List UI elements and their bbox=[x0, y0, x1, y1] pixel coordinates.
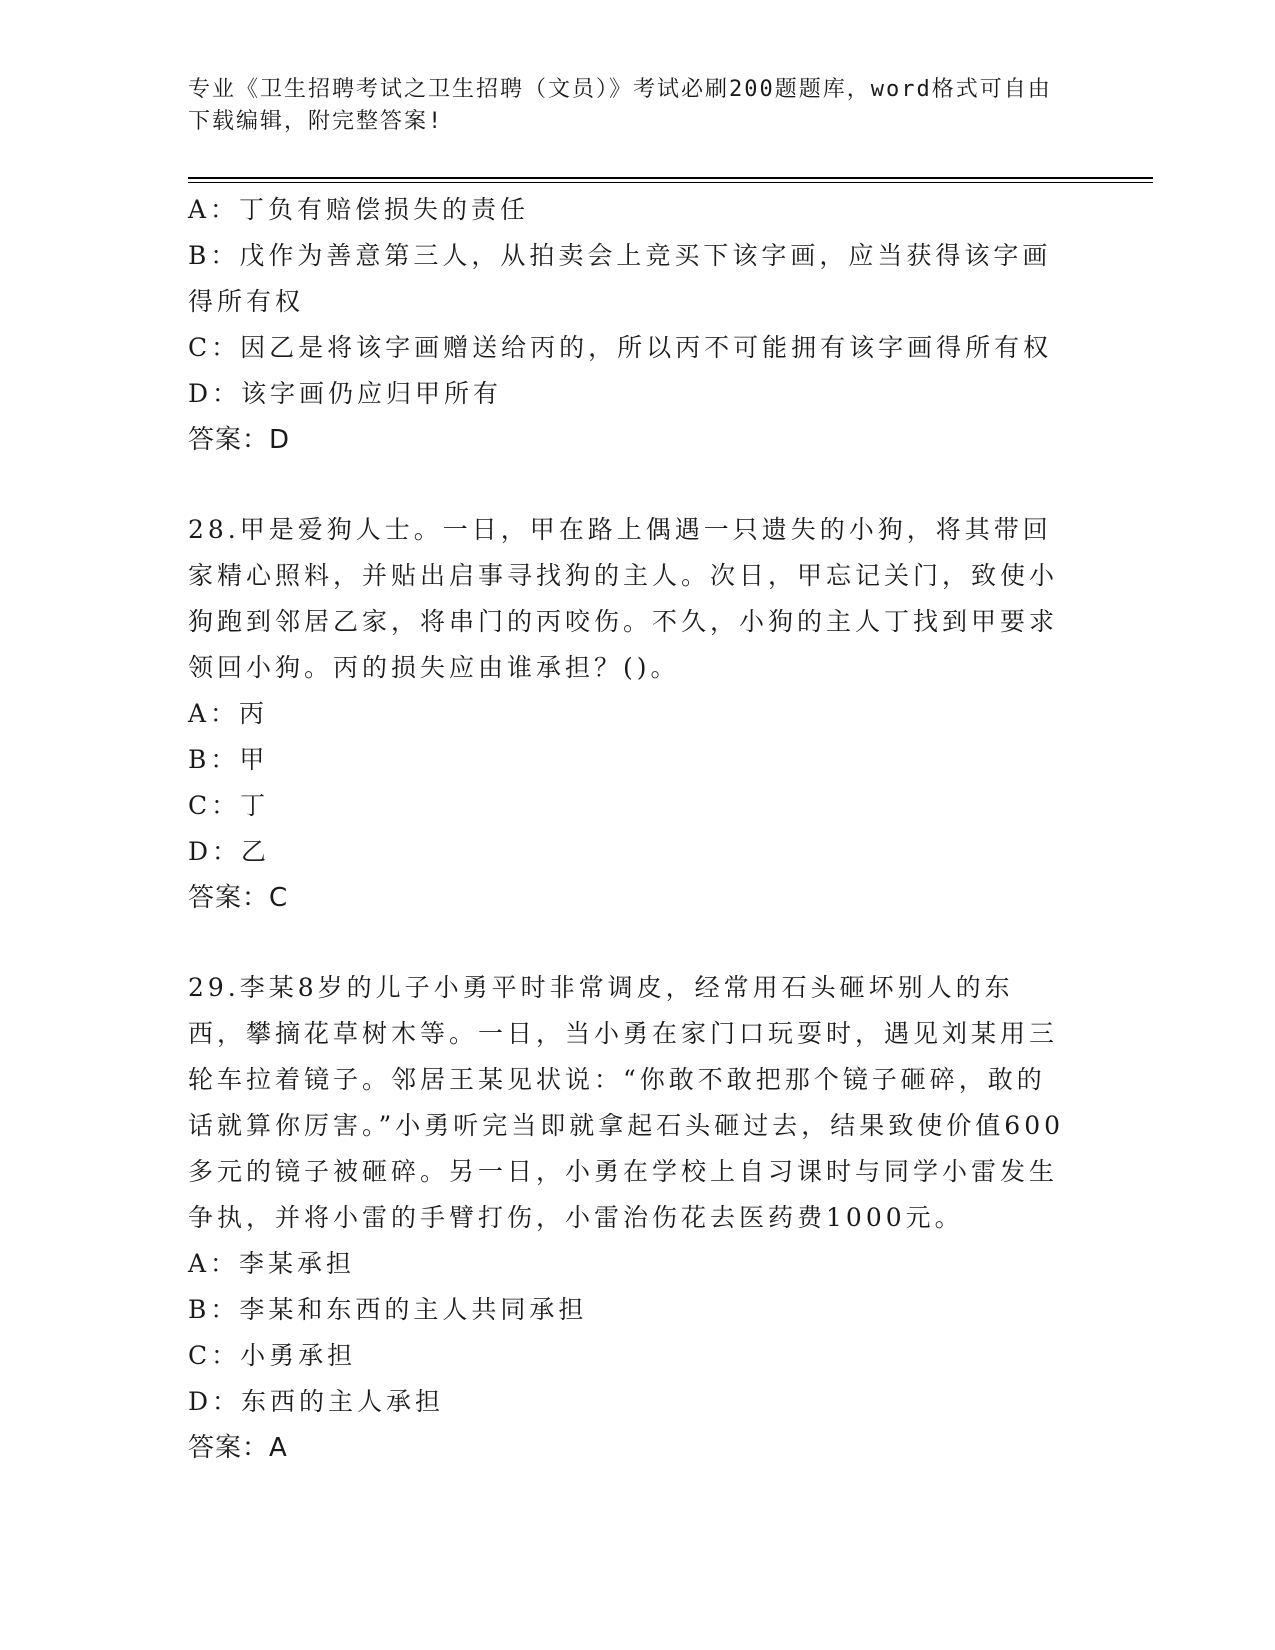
question-29 bbox=[188, 965, 1068, 1471]
option-a: A：丙 bbox=[188, 699, 269, 728]
answer-label: 答案：A bbox=[188, 1433, 288, 1463]
option-c: C：丁 bbox=[188, 791, 270, 820]
answer-label: 答案：C bbox=[188, 883, 289, 913]
option-d: D：乙 bbox=[188, 837, 271, 866]
option-b: B：甲 bbox=[188, 745, 269, 774]
option-d: D：该字画仍应归甲所有 bbox=[188, 379, 503, 408]
option-b: B：戊作为善意第三人，从拍卖会上竞买下该字画，应当获得该字画得所有权 bbox=[188, 241, 1052, 316]
header-rule-thin bbox=[188, 182, 1153, 183]
question-28 bbox=[188, 507, 1068, 921]
option-b: B：李某和东西的主人共同承担 bbox=[188, 1295, 588, 1324]
header-rule-thick bbox=[188, 177, 1153, 179]
question-content bbox=[188, 187, 1068, 1471]
document-header: 专业《卫生招聘考试之卫生招聘（文员）》考试必刷200题题库，word格式可自由下载编辑，附完整答案! bbox=[188, 77, 1052, 134]
question-27 bbox=[188, 187, 1068, 463]
option-c: C：因乙是将该字画赠送给丙的，所以丙不可能拥有该字画得所有权 bbox=[188, 333, 1053, 362]
option-a: A：李某承担 bbox=[188, 1249, 356, 1278]
question-stem: 28.甲是爱狗人士。一日，甲在路上偶遇一只遗失的小狗，将其带回家精心照料，并贴出启事寻找狗的主人。次日，甲忘记关门，致使小狗跑到邻居乙家，将串门的丙咬伤。不久，小狗的主人丁找到甲要求领回小狗。丙的损失应由谁承担？()。 bbox=[188, 515, 1059, 682]
option-a: A：丁负有赔偿损失的责任 bbox=[188, 195, 530, 224]
option-d: D：东西的主人承担 bbox=[188, 1387, 445, 1416]
answer-label: 答案：D bbox=[188, 425, 291, 455]
option-c: C：小勇承担 bbox=[188, 1341, 357, 1370]
spacer bbox=[188, 463, 1068, 507]
spacer bbox=[188, 921, 1068, 965]
question-stem: 29.李某8岁的儿子小勇平时非常调皮，经常用石头砸坏别人的东西，攀摘花草树木等。一日，当小勇在家门口玩耍时，遇见刘某用三轮车拉着镜子。邻居王某见状说：“你敢不敢把那个镜子砸碎，敢的话就算你厉害。”小勇听完当即就拿起石头砸过去，结果致使价值600多元的镜子被砸碎。另一日，小勇在学校上自习课时与同学小雷发生争执，并将小雷的手臂打伤，小雷治伤花去医药费1000元。 bbox=[188, 973, 1065, 1232]
